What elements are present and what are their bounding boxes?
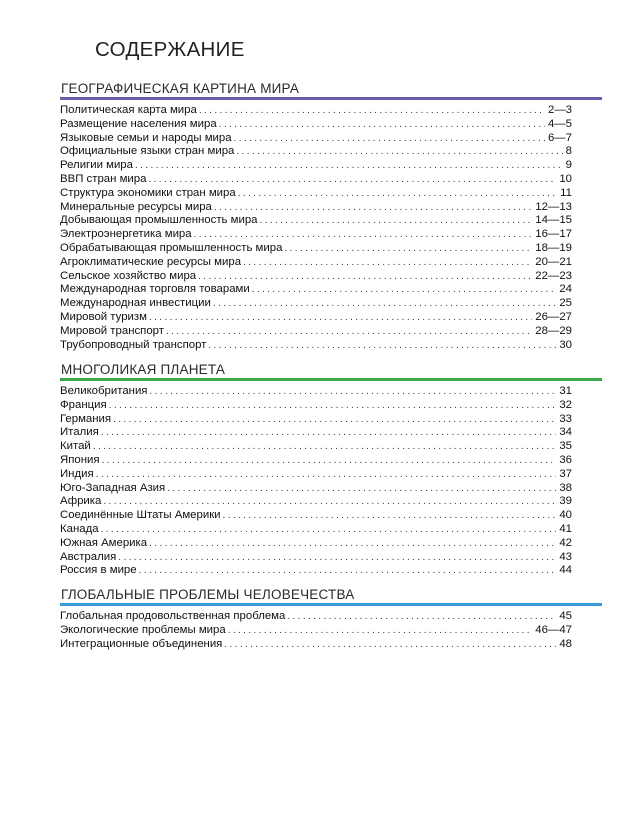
- toc-entry-page: 10: [559, 172, 572, 185]
- dot-leader: [223, 509, 557, 523]
- section-diverse-planet: [60, 361, 602, 578]
- toc-entry-page: 30: [559, 338, 572, 351]
- toc-entry-page: 37: [559, 467, 572, 480]
- toc-entry-title: Обрабатывающая промышленность мира: [60, 241, 283, 254]
- toc-entry-title: Индия: [60, 467, 94, 480]
- toc-list: [60, 610, 572, 651]
- dot-leader: [101, 523, 557, 537]
- toc-entry-title: Международная инвестиции: [60, 297, 211, 310]
- dot-leader: [167, 482, 556, 496]
- section-divider: [60, 603, 602, 606]
- toc-entry: [60, 159, 572, 173]
- toc-entry-page: 40: [559, 509, 572, 522]
- toc-entry-title: Россия в мире: [60, 564, 137, 577]
- dot-leader: [198, 270, 532, 284]
- dot-leader: [149, 537, 556, 551]
- toc-entry: [60, 132, 572, 146]
- dot-leader: [228, 624, 533, 638]
- toc-entry-title: Официальные языки стран мира: [60, 145, 235, 158]
- toc-entry-title: Международная торговля товарами: [60, 283, 250, 296]
- toc-entry: [60, 283, 572, 297]
- toc-entry: [60, 104, 572, 118]
- toc-entry-title: Языковые семьи и народы мира: [60, 131, 232, 144]
- toc-entry: [60, 214, 572, 228]
- toc-entry-page: 44: [559, 564, 572, 577]
- toc-entry-title: Агроклиматические ресурсы мира: [60, 255, 242, 268]
- toc-entry-page: 12—13: [535, 200, 572, 213]
- toc-entry-page: 41: [559, 522, 572, 535]
- toc-entry-title: Германия: [60, 412, 112, 425]
- toc-list: [60, 385, 572, 578]
- dot-leader: [113, 413, 556, 427]
- toc-entry-title: Экологические проблемы мира: [60, 623, 226, 636]
- toc-entry: [60, 564, 572, 578]
- dot-leader: [109, 399, 557, 413]
- dot-leader: [287, 610, 556, 624]
- toc-entry-page: 24: [559, 283, 572, 296]
- dot-leader: [148, 173, 556, 187]
- toc-entry-page: 42: [559, 536, 572, 549]
- toc-entry-title: Минеральные ресурсы мира: [60, 200, 212, 213]
- toc-entry-page: 4—5: [547, 117, 572, 130]
- dot-leader: [214, 201, 532, 215]
- toc-entry: [60, 339, 572, 353]
- toc-entry-title: Политическая карта мира: [60, 104, 197, 116]
- toc-entry-title: Структура экономики стран мира: [60, 186, 236, 199]
- section-global-problems: [60, 586, 602, 651]
- toc-entry-page: 31: [559, 385, 572, 397]
- toc-entry-page: 14—15: [535, 214, 572, 227]
- section-geographic-picture: [60, 80, 602, 352]
- dot-leader: [103, 495, 556, 509]
- toc-entry-title: Африка: [60, 495, 102, 508]
- toc-entry-title: Религии мира: [60, 159, 133, 172]
- toc-entry-title: Соединённые Штаты Америки: [60, 509, 221, 522]
- section-title: МНОГОЛИКАЯ ПЛАНЕТА: [61, 362, 226, 377]
- section-divider: [60, 97, 602, 100]
- dot-leader: [260, 214, 533, 228]
- dot-leader: [139, 564, 557, 578]
- toc-entry: [60, 325, 572, 339]
- toc-entry-page: 38: [559, 481, 572, 494]
- dot-leader: [149, 311, 532, 325]
- toc-entry: [60, 187, 572, 201]
- toc-entry: [60, 242, 572, 256]
- toc-entry: [60, 610, 572, 624]
- dot-leader: [118, 551, 556, 565]
- toc-entry-page: 18—19: [535, 241, 572, 254]
- dot-leader: [101, 426, 557, 440]
- toc-entry-page: 26—27: [535, 310, 572, 323]
- section-title: ГЕОГРАФИЧЕСКАЯ КАРТИНА МИРА: [61, 81, 300, 96]
- toc-entry-title: ВВП стран мира: [60, 172, 147, 185]
- toc-entry-page: 8: [565, 145, 572, 158]
- toc-entry-page: 32: [559, 398, 572, 411]
- toc-entry: [60, 201, 572, 215]
- toc-entry: [60, 145, 572, 159]
- toc-entry-page: 45: [559, 610, 572, 622]
- toc-entry: [60, 537, 572, 551]
- dot-leader: [149, 385, 556, 399]
- toc-entry: [60, 118, 572, 132]
- toc-entry: [60, 413, 572, 427]
- toc-entry: [60, 495, 572, 509]
- toc-entry: [60, 454, 572, 468]
- toc-entry: [60, 385, 572, 399]
- toc-entry: [60, 256, 572, 270]
- dot-leader: [243, 256, 532, 270]
- toc-entry: [60, 297, 572, 311]
- dot-leader: [135, 159, 563, 173]
- toc-entry: [60, 523, 572, 537]
- dot-leader: [166, 325, 532, 339]
- dot-leader: [102, 454, 557, 468]
- toc-entry-page: 34: [559, 426, 572, 439]
- dot-leader: [213, 297, 556, 311]
- toc-entry-title: Япония: [60, 453, 100, 466]
- toc-entry: [60, 482, 572, 496]
- toc-entry: [60, 399, 572, 413]
- toc-entry: [60, 228, 572, 242]
- dot-leader: [199, 104, 545, 118]
- toc-entry-page: 20—21: [535, 255, 572, 268]
- toc-entry-title: Австралия: [60, 550, 117, 563]
- toc-entry-title: Юго-Западная Азия: [60, 481, 166, 494]
- page-title: СОДЕРЖАНИЕ: [95, 38, 245, 61]
- dot-leader: [93, 440, 557, 454]
- toc-entry-title: Электроэнергетика мира: [60, 228, 192, 241]
- dot-leader: [219, 118, 545, 132]
- toc-entry: [60, 311, 572, 325]
- toc-entry: [60, 638, 572, 652]
- toc-entry-title: Глобальная продовольственная проблема: [60, 610, 286, 622]
- toc-entry-page: 35: [559, 440, 572, 453]
- toc-entry-page: 25: [559, 297, 572, 310]
- toc-entry-title: Добывающая промышленность мира: [60, 214, 258, 227]
- toc-entry-title: Китай: [60, 440, 91, 453]
- toc-entry: [60, 173, 572, 187]
- toc-entry-page: 39: [559, 495, 572, 508]
- toc-list: [60, 104, 572, 352]
- toc-entry-page: 28—29: [535, 324, 572, 337]
- toc-entry-title: Южная Америка: [60, 536, 148, 549]
- toc-entry-page: 43: [559, 550, 572, 563]
- toc-entry-page: 16—17: [535, 228, 572, 241]
- toc-entry-page: 46—47: [535, 623, 572, 636]
- toc-entry: [60, 551, 572, 565]
- toc-entry-title: Франция: [60, 398, 107, 411]
- toc-entry-title: Сельское хозяйство мира: [60, 269, 197, 282]
- toc-entry-title: Размещение населения мира: [60, 117, 217, 130]
- toc-entry-title: Трубопроводный транспорт: [60, 338, 207, 351]
- toc-entry: [60, 440, 572, 454]
- dot-leader: [224, 638, 556, 652]
- dot-leader: [284, 242, 532, 256]
- dot-leader: [96, 468, 557, 482]
- toc-entry-page: 48: [559, 637, 572, 650]
- toc-entry-title: Великобритания: [60, 385, 148, 397]
- dot-leader: [208, 339, 556, 353]
- toc-entry-page: 2—3: [547, 104, 572, 116]
- toc-entry: [60, 509, 572, 523]
- dot-leader: [252, 283, 557, 297]
- toc-entry-page: 22—23: [535, 269, 572, 282]
- toc-entry-page: 6—7: [547, 131, 572, 144]
- section-title: ГЛОБАЛЬНЫЕ ПРОБЛЕМЫ ЧЕЛОВЕЧЕСТВА: [61, 587, 355, 602]
- toc-entry-title: Мировой туризм: [60, 310, 147, 323]
- toc-entry: [60, 426, 572, 440]
- toc-entry-title: Канада: [60, 522, 99, 535]
- toc-entry-page: 9: [565, 159, 572, 172]
- toc-entry: [60, 270, 572, 284]
- toc-entry-title: Италия: [60, 426, 99, 439]
- dot-leader: [194, 228, 533, 242]
- dot-leader: [236, 145, 562, 159]
- toc-entry: [60, 624, 572, 638]
- toc-entry-page: 11: [560, 186, 572, 199]
- toc-entry-title: Мировой транспорт: [60, 324, 164, 337]
- toc-entry-page: 33: [559, 412, 572, 425]
- dot-leader: [234, 132, 545, 146]
- dot-leader: [238, 187, 557, 201]
- toc-entry-page: 36: [559, 453, 572, 466]
- toc-entry: [60, 468, 572, 482]
- section-divider: [60, 378, 602, 381]
- toc-entry-title: Интеграционные объединения: [60, 637, 223, 650]
